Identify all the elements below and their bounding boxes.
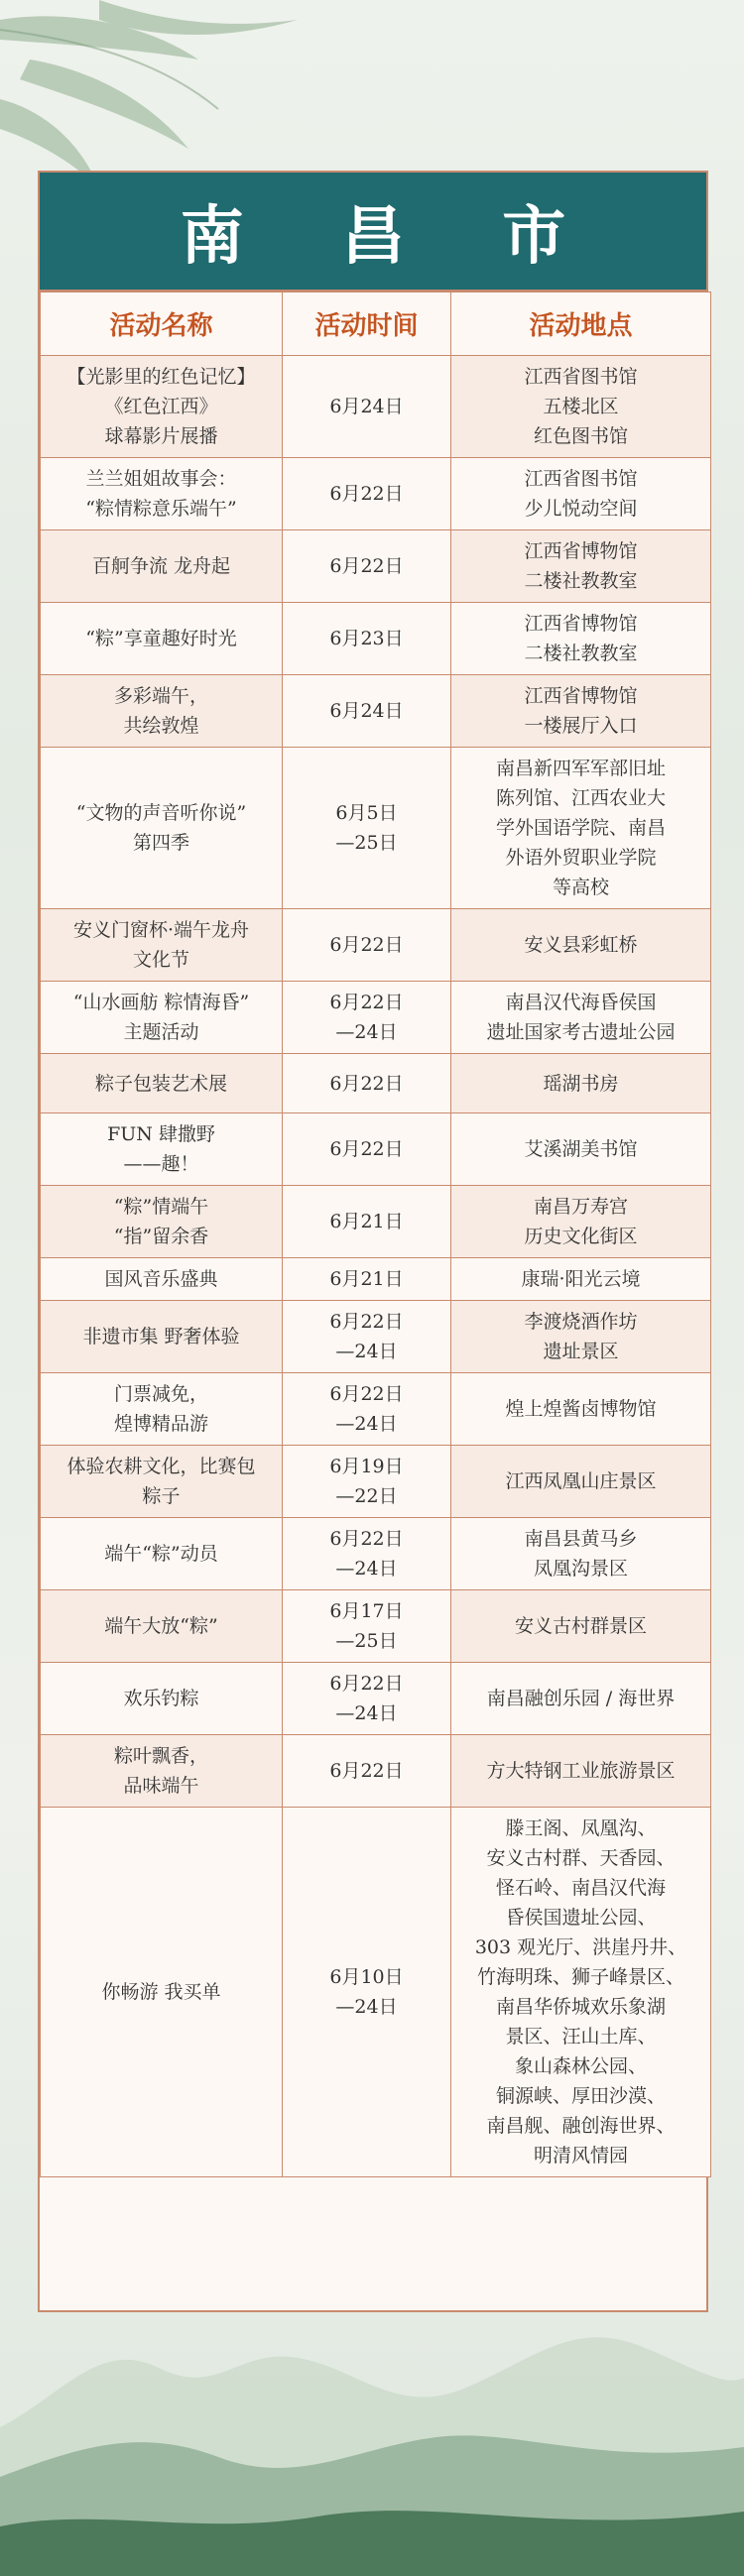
table-row [41, 909, 711, 982]
event-time-cell: 6月5日 —25日 [283, 748, 451, 909]
mountain-landscape-decoration [0, 2279, 744, 2576]
column-header-name: 活动名称 [41, 293, 283, 356]
event-name-cell: “山水画舫 粽情海昏” 主题活动 [41, 982, 283, 1054]
event-name-cell: 粽叶飘香， 品味端午 [41, 1735, 283, 1808]
bamboo-leaves-decoration [0, 0, 744, 198]
event-time-cell: 6月22日 —24日 [283, 1518, 451, 1590]
event-place-cell: 煌上煌酱卤博物馆 [451, 1373, 711, 1446]
event-time-cell: 6月22日 [283, 1113, 451, 1186]
table-row [41, 1301, 711, 1373]
table-header-row [41, 293, 711, 356]
event-place-cell: 瑶湖书房 [451, 1054, 711, 1113]
event-name-cell: 【光影里的红色记忆】 《红色江西》 球幕影片展播 [41, 356, 283, 458]
event-place-cell: 南昌县黄马乡 凤凰沟景区 [451, 1518, 711, 1590]
event-place-cell: 江西省图书馆 五楼北区 红色图书馆 [451, 356, 711, 458]
event-time-cell: 6月22日 —24日 [283, 982, 451, 1054]
event-place-cell: 方大特钢工业旅游景区 [451, 1735, 711, 1808]
event-place-cell: 艾溪湖美书馆 [451, 1113, 711, 1186]
table-row [41, 530, 711, 603]
column-header-time: 活动时间 [283, 293, 451, 356]
event-place-cell: 安义古村群景区 [451, 1590, 711, 1663]
event-name-cell: 门票减免， 煌博精品游 [41, 1373, 283, 1446]
table-row [41, 1590, 711, 1663]
event-time-cell: 6月22日 [283, 909, 451, 982]
event-name-cell: 欢乐钓粽 [41, 1663, 283, 1735]
city-header [40, 173, 706, 292]
event-time-cell: 6月19日 —22日 [283, 1446, 451, 1518]
event-name-cell: 非遗市集 野奢体验 [41, 1301, 283, 1373]
table-row [41, 1446, 711, 1518]
table-row [41, 1258, 711, 1301]
event-place-cell: 安义县彩虹桥 [451, 909, 711, 982]
table-row [41, 675, 711, 748]
event-name-cell: 多彩端午， 共绘敦煌 [41, 675, 283, 748]
event-time-cell: 6月22日 [283, 1054, 451, 1113]
event-time-cell: 6月24日 [283, 356, 451, 458]
event-name-cell: “粽”享童趣好时光 [41, 603, 283, 675]
event-place-cell: 江西省博物馆 二楼社教教室 [451, 530, 711, 603]
table-row [41, 1373, 711, 1446]
event-time-cell: 6月22日 —24日 [283, 1301, 451, 1373]
event-place-cell: 李渡烧酒作坊 遗址景区 [451, 1301, 711, 1373]
event-name-cell: 粽子包装艺术展 [41, 1054, 283, 1113]
table-row [41, 603, 711, 675]
city-title: 南 昌 市 [180, 200, 604, 274]
event-name-cell: “粽”情端午 “指”留余香 [41, 1186, 283, 1258]
event-time-cell: 6月10日 —24日 [283, 1808, 451, 2177]
event-place-cell: 南昌汉代海昏侯国 遗址国家考古遗址公园 [451, 982, 711, 1054]
events-panel [38, 171, 708, 2312]
event-time-cell: 6月23日 [283, 603, 451, 675]
table-row [41, 1054, 711, 1113]
event-name-cell: 端午大放“粽” [41, 1590, 283, 1663]
event-name-cell: 兰兰姐姐故事会： “粽情粽意乐端午” [41, 458, 283, 530]
table-row [41, 356, 711, 458]
events-table [40, 292, 711, 2177]
event-place-cell: 江西凤凰山庄景区 [451, 1446, 711, 1518]
event-place-cell: 江西省图书馆 少儿悦动空间 [451, 458, 711, 530]
table-row [41, 1663, 711, 1735]
event-place-cell: 南昌万寿宫 历史文化街区 [451, 1186, 711, 1258]
event-time-cell: 6月22日 —24日 [283, 1373, 451, 1446]
column-header-place: 活动地点 [451, 293, 711, 356]
table-row [41, 982, 711, 1054]
event-name-cell: FUN 肆撒野 ——趣！ [41, 1113, 283, 1186]
event-place-cell: 南昌融创乐园 / 海世界 [451, 1663, 711, 1735]
event-name-cell: 国风音乐盛典 [41, 1258, 283, 1301]
event-place-cell: 南昌新四军军部旧址 陈列馆、江西农业大 学外国语学院、南昌 外语外贸职业学院 等高校 [451, 748, 711, 909]
table-row [41, 1113, 711, 1186]
event-time-cell: 6月22日 —24日 [283, 1663, 451, 1735]
event-time-cell: 6月22日 [283, 1735, 451, 1808]
event-time-cell: 6月22日 [283, 530, 451, 603]
event-time-cell: 6月21日 [283, 1186, 451, 1258]
event-name-cell: 你畅游 我买单 [41, 1808, 283, 2177]
table-row [41, 458, 711, 530]
event-name-cell: 端午“粽”动员 [41, 1518, 283, 1590]
event-name-cell: 百舸争流 龙舟起 [41, 530, 283, 603]
event-name-cell: “文物的声音听你说” 第四季 [41, 748, 283, 909]
event-time-cell: 6月24日 [283, 675, 451, 748]
table-row [41, 748, 711, 909]
event-time-cell: 6月22日 [283, 458, 451, 530]
event-time-cell: 6月17日 —25日 [283, 1590, 451, 1663]
event-name-cell: 安义门窗杯·端午龙舟 文化节 [41, 909, 283, 982]
event-place-cell: 江西省博物馆 一楼展厅入口 [451, 675, 711, 748]
event-time-cell: 6月21日 [283, 1258, 451, 1301]
event-name-cell: 体验农耕文化，比赛包 粽子 [41, 1446, 283, 1518]
table-row [41, 1186, 711, 1258]
event-place-cell: 康瑞·阳光云境 [451, 1258, 711, 1301]
event-place-cell: 滕王阁、凤凰沟、 安义古村群、天香园、 怪石岭、南昌汉代海 昏侯国遗址公园、 303 观光厅、洪崖丹井、 竹海明珠、狮子峰景区、 南昌华侨城欢乐象湖 景区、汪山土库、 象山森林公园、 铜源峡、厚田沙漠、 南昌舰、融创海世界、 明清风情园 [451, 1808, 711, 2177]
event-place-cell: 江西省博物馆 二楼社教教室 [451, 603, 711, 675]
table-row [41, 1518, 711, 1590]
table-row [41, 1808, 711, 2177]
table-row [41, 1735, 711, 1808]
